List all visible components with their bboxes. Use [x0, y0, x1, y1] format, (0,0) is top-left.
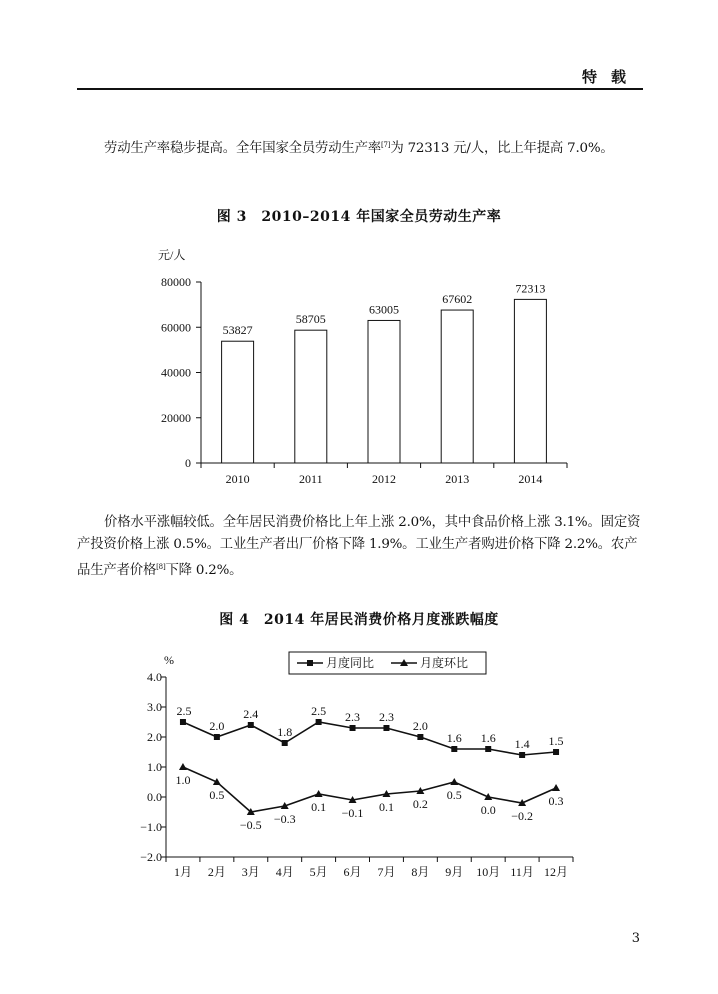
footnote-ref: [8] [156, 563, 166, 571]
y-tick-label: −2.0 [140, 850, 162, 864]
legend-entry-label: 月度同比 [326, 656, 375, 670]
data-label: 2.0 [209, 719, 225, 733]
x-tick-label: 2013 [445, 472, 470, 486]
series-line-2 [183, 767, 556, 812]
data-point [350, 725, 356, 731]
data-point [248, 722, 254, 728]
figure-3-title: 图 3 2010–2014 年国家全员劳动生产率 [216, 209, 502, 225]
data-label: 1.8 [277, 725, 293, 739]
x-tick-label: 1月 [173, 865, 192, 879]
x-tick-label: 5月 [309, 865, 328, 879]
data-label: 1.6 [446, 731, 462, 745]
data-point [553, 749, 559, 755]
x-tick-label: 2012 [372, 472, 396, 486]
y-tick-label: 1.0 [147, 760, 162, 774]
bar-2012 [368, 320, 400, 463]
paragraph-text: 劳动生产率稳步提高。全年国家全员劳动生产率 [104, 141, 382, 156]
x-tick-label: 11月 [510, 865, 534, 879]
page-number: 3 [631, 931, 640, 946]
paragraph-labor-productivity [77, 134, 643, 160]
bar-2013 [441, 310, 473, 463]
data-label: 1.5 [548, 734, 564, 748]
y-tick-label: 0.0 [147, 790, 162, 804]
data-label: 0.3 [548, 794, 564, 808]
figure-3-bar-chart [0, 240, 718, 540]
data-point [552, 784, 560, 791]
paragraph-text: 下降 0.2%。 [165, 563, 243, 578]
x-tick-label: 2010 [225, 472, 250, 486]
y-tick-label: 60000 [161, 320, 191, 335]
data-label: 0.5 [209, 788, 225, 802]
y-tick-label: 3.0 [147, 700, 162, 714]
data-label: 0.5 [446, 788, 462, 802]
header-rule [77, 88, 643, 90]
data-label: 0.1 [378, 800, 394, 814]
data-point [214, 734, 220, 740]
data-label: 2.5 [311, 704, 327, 718]
bar-value-label: 63005 [369, 302, 399, 317]
data-label: −0.1 [341, 806, 364, 820]
y-axis-unit-label: % [164, 653, 174, 667]
x-tick-label: 2014 [518, 472, 543, 486]
bar-value-label: 53827 [222, 323, 253, 338]
data-point [450, 778, 458, 785]
data-label: 0.2 [412, 797, 428, 811]
data-point [180, 719, 186, 725]
section-header-label: 特载 [581, 68, 640, 86]
bar-2014 [514, 299, 546, 463]
footnote-ref: [7] [381, 141, 391, 149]
data-point [417, 734, 423, 740]
data-point [485, 746, 491, 752]
y-axis-unit-label: 元/人 [158, 248, 186, 262]
figure-4-line-chart [0, 640, 718, 890]
y-tick-label: 0 [185, 456, 191, 470]
data-label: 2.4 [243, 707, 259, 721]
data-label: −0.3 [273, 812, 296, 826]
data-label: 2.3 [345, 710, 361, 724]
x-tick-label: 10月 [476, 865, 501, 879]
data-label: 2.0 [412, 719, 428, 733]
y-tick-label: −1.0 [140, 820, 162, 834]
x-tick-label: 2011 [299, 472, 323, 486]
y-tick-label: 2.0 [147, 730, 162, 744]
bar-2010 [222, 341, 254, 463]
data-point [316, 719, 322, 725]
data-label: 1.4 [514, 737, 530, 751]
x-tick-label: 9月 [445, 865, 464, 879]
data-label: −0.2 [511, 809, 534, 823]
data-point [383, 725, 389, 731]
x-tick-label: 4月 [275, 865, 294, 879]
x-tick-label: 2月 [207, 865, 226, 879]
data-label: 0.0 [480, 803, 496, 817]
data-label: 1.0 [175, 773, 191, 787]
data-point [451, 746, 457, 752]
legend-marker [307, 660, 313, 666]
x-tick-label: 12月 [544, 865, 569, 879]
data-label: −0.5 [239, 818, 262, 832]
x-tick-label: 8月 [411, 865, 430, 879]
y-tick-label: 80000 [161, 275, 191, 289]
figure-4-title: 图 4 2014 年居民消费价格月度涨跌幅度 [219, 612, 499, 628]
data-label: 2.5 [176, 704, 192, 718]
data-point [519, 752, 525, 758]
bar-value-label: 67602 [442, 292, 473, 307]
data-label: 2.3 [378, 710, 394, 724]
paragraph-prices [77, 512, 643, 582]
data-point [282, 740, 288, 746]
data-point [315, 790, 323, 797]
series-line-1 [183, 722, 556, 755]
paragraph-text: 价格水平涨幅较低。全年居民消费价格比上年上涨 2.0%，其中食品价格上涨 3.1%。固定资产投资价格上涨 0.5%。工业生产者出厂价格下降 1.9%。工业生产者购进价格下降 2.2%。农产品生产者价格 [77, 515, 641, 578]
bar-value-label: 58705 [295, 312, 326, 327]
data-point [179, 763, 187, 770]
x-tick-label: 3月 [241, 865, 260, 879]
bar-value-label: 72313 [515, 281, 546, 296]
bar-2011 [295, 330, 327, 463]
y-tick-label: 4.0 [147, 670, 162, 684]
paragraph-text: 为 72313 元/人，比上年提高 7.0%。 [390, 141, 614, 156]
data-label: 0.1 [311, 800, 327, 814]
y-tick-label: 40000 [161, 365, 191, 380]
x-tick-label: 6月 [343, 865, 362, 879]
x-tick-label: 7月 [377, 865, 396, 879]
legend-entry-label: 月度环比 [420, 656, 469, 670]
data-label: 1.6 [480, 731, 496, 745]
y-tick-label: 20000 [161, 410, 191, 425]
